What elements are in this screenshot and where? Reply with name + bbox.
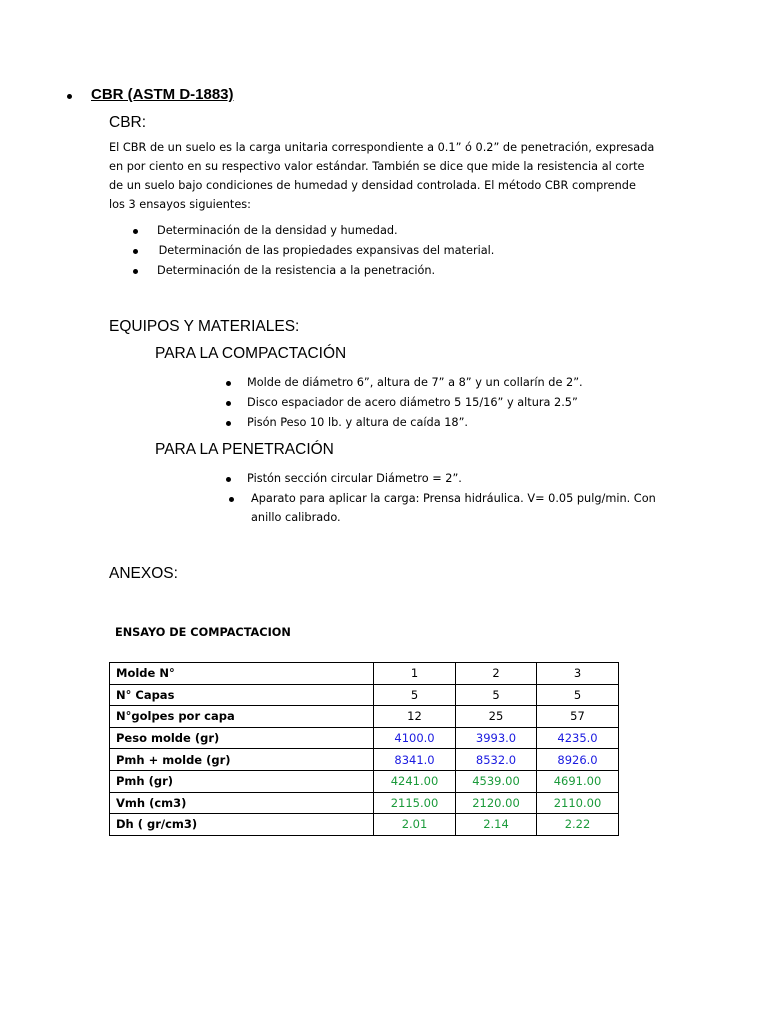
compactacion-item: Pisón Peso 10 lb. y altura de caída 18”. [247, 416, 469, 429]
table-row [110, 727, 619, 749]
table-cell: 4691.00 [537, 770, 619, 792]
table-row [110, 814, 619, 836]
table-row [110, 770, 619, 792]
row-label: Dh ( gr/cm3) [110, 814, 374, 836]
table-cell: 2115.00 [374, 792, 456, 814]
compaction-table [109, 662, 619, 836]
table-cell: 2 [456, 663, 537, 685]
list-bullet [133, 249, 138, 254]
table-cell: 8341.0 [374, 749, 456, 771]
row-label: Pmh (gr) [110, 770, 374, 792]
table-cell: 2.22 [537, 814, 619, 836]
list-bullet [133, 229, 138, 234]
table-cell: 4539.00 [456, 770, 537, 792]
table-row [110, 792, 619, 814]
paragraph-line: El CBR de un suelo es la carga unitaria correspondiente a 0.1” ó 0.2” de penetración, expresada [109, 141, 655, 154]
table-row [110, 663, 619, 685]
row-label: Molde N° [110, 663, 374, 685]
row-label: N°golpes por capa [110, 706, 374, 728]
equipos-title: EQUIPOS Y MATERIALES: [109, 318, 300, 335]
compactacion-title: PARA LA COMPACTACIÓN [155, 345, 347, 362]
table-cell: 2.01 [374, 814, 456, 836]
list-bullet [226, 401, 231, 406]
row-label: Peso molde (gr) [110, 727, 374, 749]
table-cell: 2120.00 [456, 792, 537, 814]
anexos-title: ANEXOS: [109, 565, 178, 582]
table-cell: 12 [374, 706, 456, 728]
ensayo-item: Determinación de las propiedades expansivas del material. [155, 244, 495, 257]
table-cell: 4100.0 [374, 727, 456, 749]
row-label: Pmh + molde (gr) [110, 749, 374, 771]
paragraph-line: de un suelo bajo condiciones de humedad y densidad controlada. El método CBR comprende [109, 179, 636, 192]
table-cell: 1 [374, 663, 456, 685]
table-row [110, 706, 619, 728]
list-bullet [229, 497, 234, 502]
penetracion-item-continued: anillo calibrado. [251, 511, 341, 524]
cbr-paragraph [109, 138, 709, 214]
paragraph-line: los 3 ensayos siguientes: [109, 198, 251, 211]
table-cell: 8532.0 [456, 749, 537, 771]
table-cell: 57 [537, 706, 619, 728]
row-label: N° Capas [110, 684, 374, 706]
ensayo-item: Determinación de la densidad y humedad. [157, 224, 398, 237]
table-cell: 25 [456, 706, 537, 728]
table-cell: 5 [374, 684, 456, 706]
ensayo-item: Determinación de la resistencia a la penetración. [157, 264, 436, 277]
table-row [110, 684, 619, 706]
list-bullet [226, 381, 231, 386]
table-cell: 2110.00 [537, 792, 619, 814]
table-body [110, 663, 619, 836]
table-cell: 5 [456, 684, 537, 706]
section-heading: CBR (ASTM D-1883) [91, 86, 234, 103]
heading-bullet [67, 94, 72, 99]
table-cell: 3 [537, 663, 619, 685]
table-cell: 3993.0 [456, 727, 537, 749]
paragraph-line: en por ciento en su respectivo valor estándar. También se dice que mide la resistencia al corte [109, 160, 645, 173]
penetracion-item: Aparato para aplicar la carga: Prensa hidráulica. V= 0.05 pulg/min. Con [251, 492, 656, 505]
list-bullet [133, 269, 138, 274]
table-cell: 4241.00 [374, 770, 456, 792]
ensayo-title: ENSAYO DE COMPACTACION [115, 626, 291, 639]
list-bullet [226, 421, 231, 426]
compactacion-item: Molde de diámetro 6”, altura de 7” a 8” y un collarín de 2”. [247, 376, 583, 389]
cbr-label: CBR: [109, 114, 147, 131]
penetracion-item: Pistón sección circular Diámetro = 2”. [247, 472, 462, 485]
table-cell: 8926.0 [537, 749, 619, 771]
list-bullet [226, 477, 231, 482]
table-cell: 4235.0 [537, 727, 619, 749]
table-row [110, 749, 619, 771]
table-cell: 2.14 [456, 814, 537, 836]
compactacion-item: Disco espaciador de acero diámetro 5 15/16” y altura 2.5” [247, 396, 578, 409]
row-label: Vmh (cm3) [110, 792, 374, 814]
penetracion-title: PARA LA PENETRACIÓN [155, 441, 334, 458]
table-cell: 5 [537, 684, 619, 706]
